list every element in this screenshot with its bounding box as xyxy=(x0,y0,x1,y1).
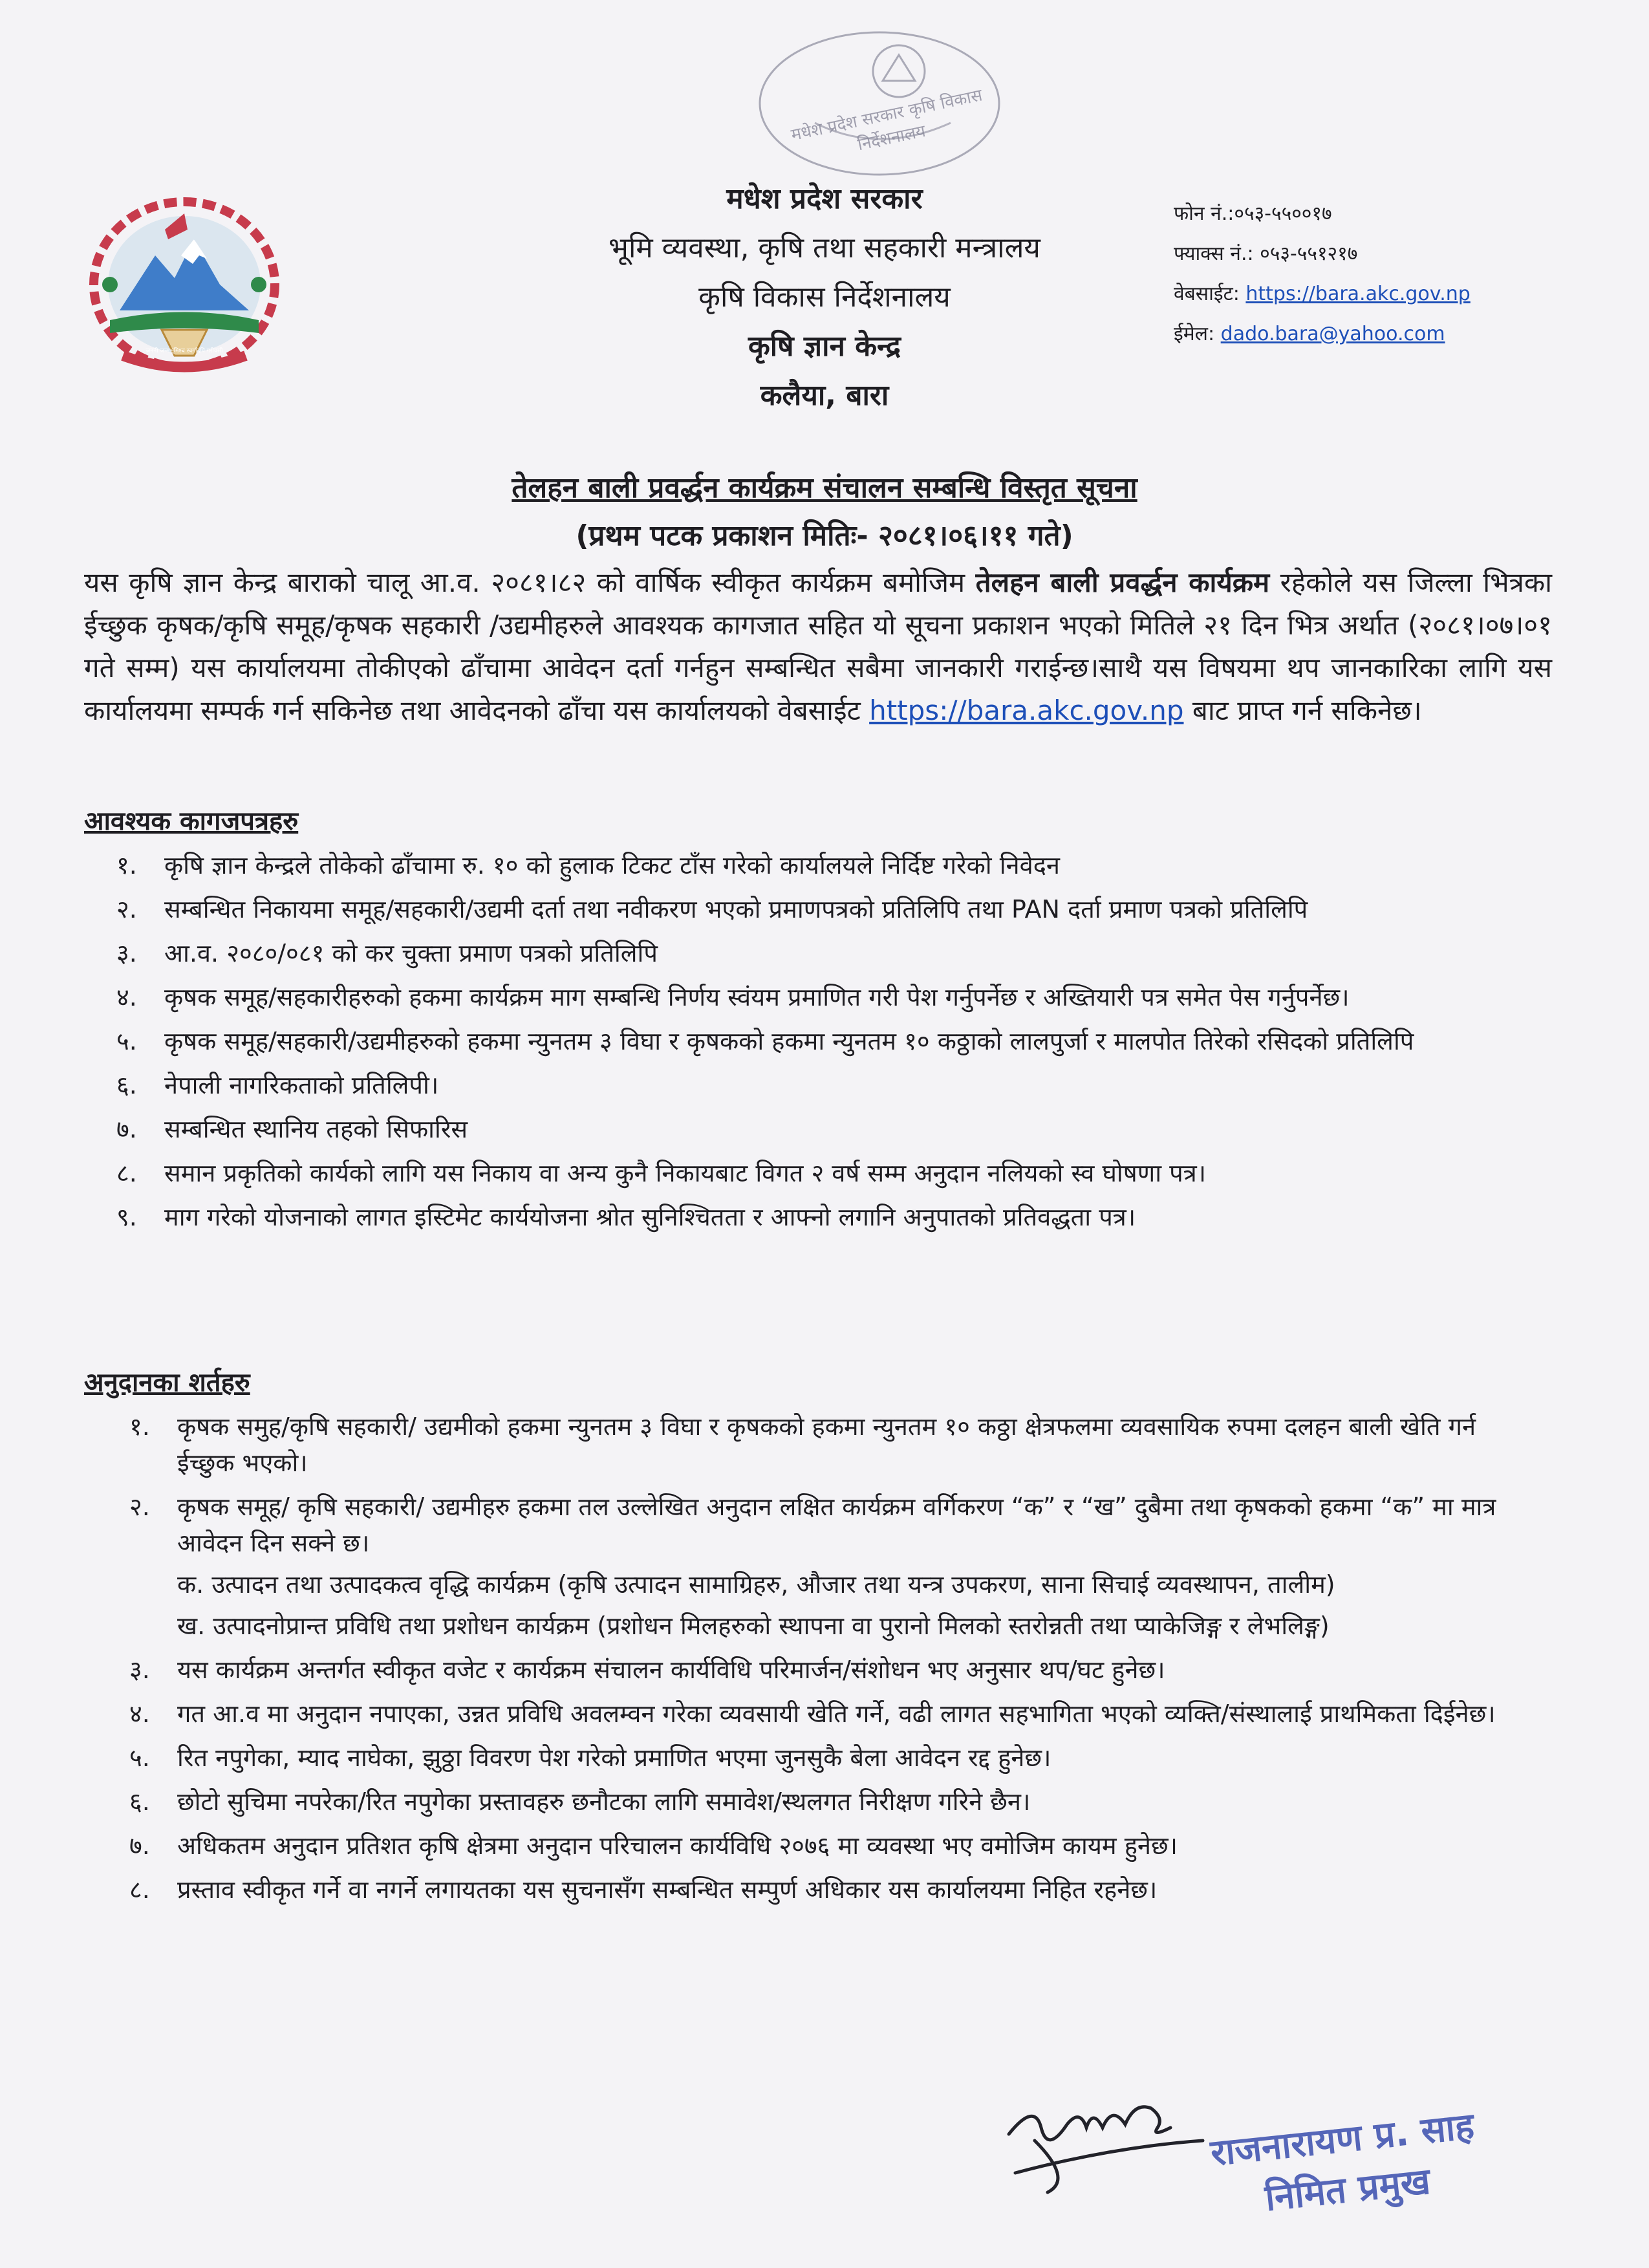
office-header xyxy=(504,175,1145,420)
website-row xyxy=(1174,274,1536,314)
list-item-body: समान प्रकृतिको कार्यको लागि यस निकाय वा अन्य कुनै निकायबाट विगत २ वर्ष सम्म अनुदान नलियको स्व घोषणा पत्र। xyxy=(164,1159,1207,1187)
office-line-directorate: कृषि विकास निर्देशनालय xyxy=(698,281,951,314)
intro-text-part-1: यस कृषि ज्ञान केन्द्र बाराको चालू आ.व. २०८१।८२ को वार्षिक स्वीकृत कार्यक्रम बमोजिम xyxy=(84,567,976,598)
list-item-body: अधिकतम अनुदान प्रतिशत कृषि क्षेत्रमा अनुदान परिचालन कार्यविधि २०७६ मा व्यवस्था भए वमोजिम कायम हुनेछ। xyxy=(177,1831,1178,1860)
email-row xyxy=(1174,314,1536,354)
list-item-text xyxy=(164,1155,1539,1191)
list-item-body: सम्बन्धित स्थानिय तहको सिफारिस xyxy=(164,1115,468,1143)
email-link[interactable]: dado.bara@yahoo.com xyxy=(1220,323,1445,345)
list-item-body: सम्बन्धित निकायमा समूह/सहकारी/उद्यमी दर्ता तथा नवीकरण भएको प्रमाणपत्रको प्रतिलिपि तथा PAN दर्ता प्रमाण पत्रको प्रतिलिपि xyxy=(164,895,1308,923)
grant-condition-item xyxy=(129,1489,1539,1644)
notice-title: तेलहन बाली प्रवर्द्धन कार्यक्रम संचालन सम्बन्धि विस्तृत सूचना xyxy=(512,471,1137,504)
email-label: ईमेल: xyxy=(1174,323,1215,345)
list-item-text xyxy=(177,1784,1539,1820)
list-sub-item: क. उत्पादन तथा उत्पादकत्व वृद्धि कार्यक्रम (कृषि उत्पादन सामाग्रिहरु, औजार तथा यन्त्र उपकरण, साना सिचाई व्यवस्थापन, तालीम) xyxy=(177,1570,1335,1599)
grant-condition-item xyxy=(129,1872,1539,1908)
fax-number: फ्याक्स नं.: ०५३-५५१२१७ xyxy=(1174,243,1358,265)
intro-website-link[interactable]: https://bara.akc.gov.np xyxy=(869,695,1184,726)
list-item-text xyxy=(177,1696,1539,1732)
list-item-text xyxy=(164,1023,1539,1059)
list-item-body: कृषक समूह/ कृषि सहकारी/ उद्यमीहरु हकमा तल उल्लेखित अनुदान लक्षित कार्यक्रम वर्गिकरण “क” र “ख” दुबैमा तथा कृषकको हकमा “क” मा मात्र आवेदन दिन सक्ने छ। xyxy=(177,1493,1496,1557)
list-item-number: १. xyxy=(116,851,137,880)
grant-condition-item xyxy=(129,1409,1539,1481)
grant-conditions-heading: अनुदानका शर्तहरु xyxy=(84,1368,250,1398)
grant-condition-item xyxy=(129,1696,1539,1732)
emblem-motto: जननी जन्मभूमिश्च स्वर्गादपि गरीयसी xyxy=(146,348,223,354)
required-documents-list xyxy=(116,847,1539,1243)
list-sub-item: ख. उत्पादनोप्रान्त प्रविधि तथा प्रशोधन कार्यक्रम (प्रशोधन मिलहरुको स्थापना वा पुरानो मिलको स्तरोन्नती तथा प्याकेजिङ्ग र लेभलिङ्ग) xyxy=(177,1612,1330,1640)
required-document-item xyxy=(116,1067,1539,1103)
list-item-body: यस कार्यक्रम अन्तर्गत स्वीकृत वजेट र कार्यक्रम संचालन कार्यविधि परिमार्जन/संशोधन भए अनुसार थप/घट हुनेछ। xyxy=(177,1656,1165,1684)
list-item-number: ४. xyxy=(116,983,137,1011)
list-item-body: छोटो सुचिमा नपरेका/रित नपुगेका प्रस्तावहरु छनौटका लागि समावेश/स्थलगत निरीक्षण गरिने छैन। xyxy=(177,1787,1031,1816)
list-item-number: ९. xyxy=(116,1203,137,1231)
list-item-number: ६. xyxy=(129,1787,150,1816)
required-document-item xyxy=(116,1155,1539,1191)
required-documents-heading: आवश्यक कागजपत्रहरु xyxy=(84,806,299,836)
list-item-body: कृषक समूह/सहकारी/उद्यमीहरुको हकमा न्युनतम ३ विघा र कृषकको हकमा न्युनतम १० कठ्ठाको लालपुर्जा र मालपोत तिरेको रसिदको प्रतिलिपि xyxy=(164,1027,1414,1055)
required-document-item xyxy=(116,847,1539,883)
office-line-center: कृषि ज्ञान केन्द्र xyxy=(748,330,901,363)
list-item-body: आ.व. २०८०/०८१ को कर चुक्ता प्रमाण पत्रको प्रतिलिपि xyxy=(164,939,658,967)
list-item-number: ८. xyxy=(116,1159,137,1187)
phone-number: फोन नं.:०५३-५५००१७ xyxy=(1174,202,1332,225)
required-document-item xyxy=(116,979,1539,1015)
office-line-government: मधेश प्रदेश सरकार xyxy=(726,182,923,215)
required-document-item xyxy=(116,1111,1539,1147)
required-document-item xyxy=(116,935,1539,971)
list-item-text xyxy=(177,1489,1539,1644)
list-item-text xyxy=(177,1872,1539,1908)
list-item-body: प्रस्ताव स्वीकृत गर्ने वा नगर्ने लगायतका यस सुचनासँग सम्बन्धित सम्पुर्ण अधिकार यस कार्यालयमा निहित रहनेछ। xyxy=(177,1875,1158,1904)
list-item-body: कृषक समूह/सहकारीहरुको हकमा कार्यक्रम माग सम्बन्धि निर्णय स्वंयम प्रमाणित गरी पेश गर्नुपर्नेछ र अख्तियारी पत्र समेत पेस गर्नुपर्नेछ। xyxy=(164,983,1350,1011)
list-item-number: ८. xyxy=(129,1875,150,1904)
required-document-item xyxy=(116,1023,1539,1059)
list-item-number: ७. xyxy=(129,1831,150,1860)
list-item-number: ३. xyxy=(129,1656,150,1684)
intro-text-part-2: रहेकोले यस जिल्ला भित्रका ईच्छुक कृषक/कृषि समूह/कृषक सहकारी /उद्यमीहरुले आवश्यक कागजात सहित यो सूचना प्रकाशन भएको मितिले २१ दिन भित्र अर्थात (२०८१।०७।०१ गते सम्म) यस कार्यालयमा तोकीएको ढाँचामा आवेदन दर्ता गर्नहुन सम्बन्धित सबैमा जानकारी गराईन्छ।साथै यस विषयमा थप जानकारिका लागि यस कार्यालयमा सम्पर्क गर्न सकिनेछ तथा आवेदनको ढाँचा यस कार्यालयको वेबसाईट xyxy=(84,567,1552,726)
list-item-body: कृषि ज्ञान केन्द्रले तोकेको ढाँचामा रु. १० को हुलाक टिकट टाँस गरेको कार्यालयले निर्दिष्ट गरेको निवेदन xyxy=(164,851,1061,880)
grant-condition-item xyxy=(129,1652,1539,1688)
grant-conditions-list xyxy=(129,1409,1539,1916)
list-item-body: रित नपुगेका, म्याद नाघेका, झुठ्ठा विवरण पेश गरेको प्रमाणित भएमा जुनसुकै बेला आवेदन रद्द हुनेछ। xyxy=(177,1744,1051,1772)
notice-subtitle: (प्रथम पटक प्रकाशन मितिः- २०८१।०६।११ गते) xyxy=(576,519,1073,552)
intro-paragraph xyxy=(84,561,1552,732)
grant-condition-item xyxy=(129,1784,1539,1820)
list-item-number: २. xyxy=(129,1493,150,1521)
list-item-text xyxy=(177,1828,1539,1864)
list-item-number: १. xyxy=(129,1412,150,1441)
list-item-number: ७. xyxy=(116,1115,137,1143)
list-item-text xyxy=(177,1652,1539,1688)
website-link[interactable]: https://bara.akc.gov.np xyxy=(1245,283,1471,305)
list-item-body: गत आ.व मा अनुदान नपाएका, उन्नत प्रविधि अवलम्वन गरेका व्यवसायी खेति गर्ने, वढी लागत सहभागिता भएको व्यक्ति/संस्थालाई प्राथमिकता दिईनेछ। xyxy=(177,1700,1496,1728)
list-item-text xyxy=(164,1067,1539,1103)
list-item-text xyxy=(164,1111,1539,1147)
list-item-text xyxy=(164,891,1539,927)
grant-condition-item xyxy=(129,1740,1539,1776)
list-item-text xyxy=(177,1409,1539,1481)
list-item-text xyxy=(164,1199,1539,1235)
list-item-text xyxy=(177,1740,1539,1776)
intro-text-part-3: बाट प्राप्त गर्न सकिनेछ। xyxy=(1183,695,1422,726)
office-line-ministry: भूमि व्यवस्था, कृषि तथा सहकारी मन्त्रालय xyxy=(609,232,1040,265)
list-item-number: ५. xyxy=(116,1027,137,1055)
signatory-name: राजनारायण प्र. साह xyxy=(1209,2105,1476,2175)
list-item-text xyxy=(164,935,1539,971)
grant-condition-item xyxy=(129,1828,1539,1864)
list-item-number: ४. xyxy=(129,1700,150,1728)
intro-program-name: तेलहन बाली प्रवर्द्धन कार्यक्रम xyxy=(975,567,1270,598)
list-item-text xyxy=(164,847,1539,883)
required-document-item xyxy=(116,891,1539,927)
stamp-text: मधेश प्रदेश सरकार कृषि विकास निर्देशनालय xyxy=(789,85,984,155)
required-document-item xyxy=(116,1199,1539,1235)
list-item-number: २. xyxy=(116,895,137,923)
list-item-number: ५. xyxy=(129,1744,150,1772)
list-item-number: ६. xyxy=(116,1071,137,1099)
list-item-text xyxy=(164,979,1539,1015)
website-label: वेबसाईट: xyxy=(1174,283,1240,305)
contact-info xyxy=(1174,194,1536,354)
signatory-role: निमित प्रमुख xyxy=(1263,2160,1432,2219)
list-item-body: कृषक समुह/कृषि सहकारी/ उद्यमीको हकमा न्युनतम ३ विघा र कृषकको हकमा न्युनतम १० कठ्ठा क्षेत्रफलमा व्यवसायिक रुपमा दलहन बाली खेति गर्न ईच्छुक भएको। xyxy=(177,1412,1476,1477)
office-line-address: कलैया, बारा xyxy=(760,379,889,412)
list-item-number: ३. xyxy=(116,939,137,967)
list-item-body: माग गरेको योजनाको लागत इस्टिमेट कार्ययोजना श्रोत सुनिश्चितता र आफ्नो लगानि अनुपातको प्रतिवद्धता पत्र। xyxy=(164,1203,1136,1231)
list-item-body: नेपाली नागरिकताको प्रतिलिपी। xyxy=(164,1071,439,1099)
